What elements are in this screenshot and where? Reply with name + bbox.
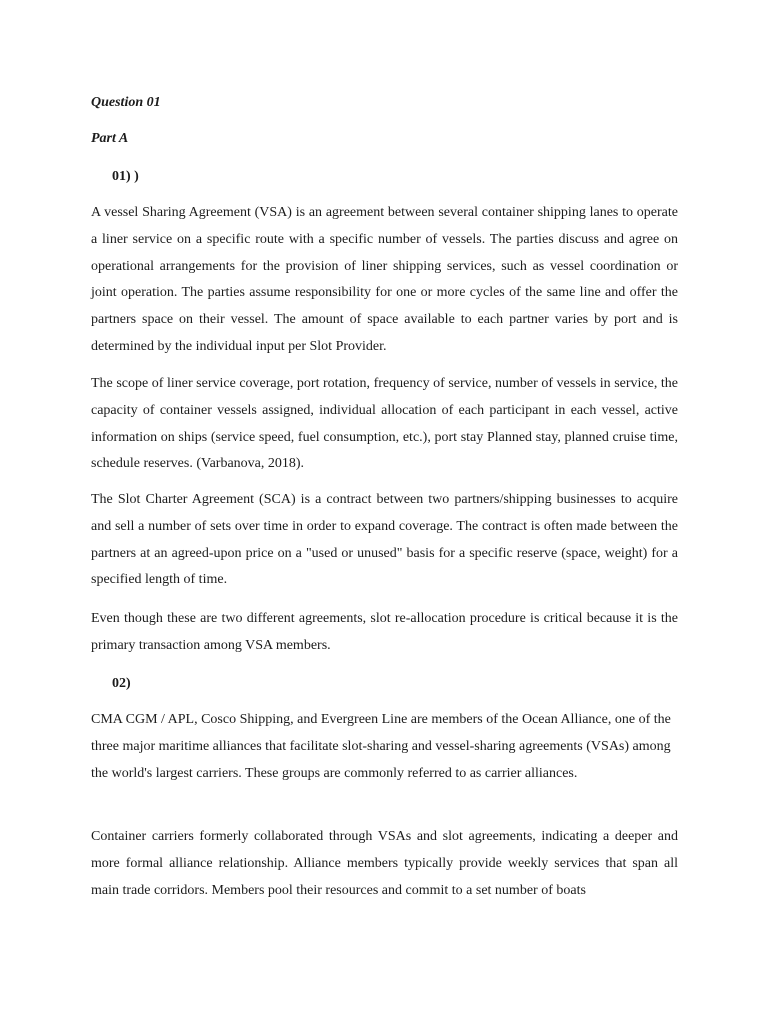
- paragraph-sca-definition: The Slot Charter Agreement (SCA) is a contract between two partners/shipping businesses to acquire and sell a number of sets over time in order to expand coverage. The contract is often made between the partners at an agreed-upon price on a "used or unused" basis for a specific reserve (space, weight) for a specified length of time.: [91, 492, 678, 588]
- question-title: Question 01: [91, 95, 161, 110]
- section-1-number: 01) ): [112, 169, 139, 184]
- section-2-number: 02): [112, 676, 131, 691]
- paragraph-ocean-alliance: CMA CGM / APL, Cosco Shipping, and Evergreen Line are members of the Ocean Alliance, one of the three major maritime alliances that facilitate slot-sharing and vessel-sharing agreements (VSAs) among the world's largest carriers. These groups are commonly referred to as carrier alliances.: [91, 712, 671, 781]
- paragraph-vsa-definition: A vessel Sharing Agreement (VSA) is an agreement between several container shipping lanes to operate a liner service on a specific route with a specific number of vessels. The parties discuss and agree on operational arrangements for the provision of liner shipping services, such as vessel coordination or joint operation. The parties assume responsibility for one or more cycles of the same line and offer the partners space on their vessel. The amount of space available to each partner varies by port and is determined by the individual input per Slot Provider.: [91, 205, 678, 354]
- paragraph-slot-reallocation: Even though these are two different agreements, slot re-allocation procedure is critical because it is the primary transaction among VSA members.: [91, 611, 678, 653]
- paragraph-vsa-scope: The scope of liner service coverage, port rotation, frequency of service, number of vessels in service, the capacity of container vessels assigned, individual allocation of each participant in each vessel, active information on ships (service speed, fuel consumption, etc.), port stay Planned stay, planned cruise time, schedule reserves. (Varbanova, 2018).: [91, 376, 678, 472]
- paragraph-carrier-collaboration: Container carriers formerly collaborated through VSAs and slot agreements, indicating a deeper and more formal alliance relationship. Alliance members typically provide weekly services that span all main trade corridors. Members pool their resources and commit to a set number of boats: [91, 829, 678, 898]
- part-title: Part A: [91, 131, 129, 146]
